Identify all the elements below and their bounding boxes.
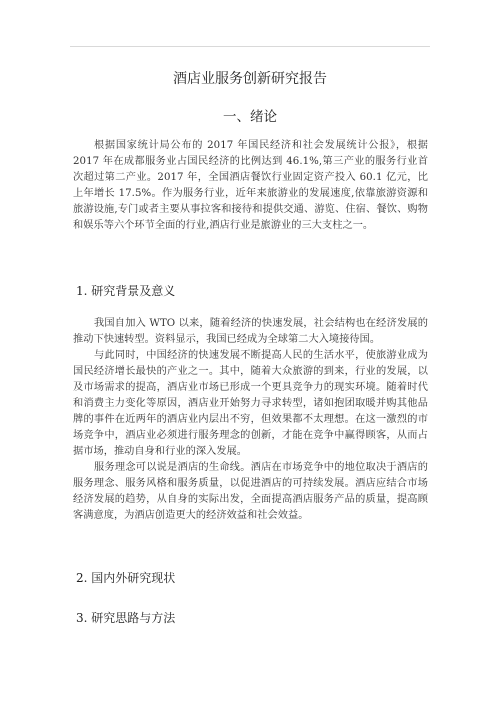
section-heading-methods: 3. 研究思路与方法 (76, 611, 176, 625)
header-rule (70, 46, 430, 47)
section1-block (73, 316, 428, 524)
section1-paragraph: 服务理念可以说是酒店的生命线。酒店在市场竞争中的地位取决于酒店的服务理念、服务风格和服务质量，以促进酒店的可持续发展。酒店应结合市场经济发展的趋势，从自身的实际出发，全面提高酒店服务产品的质量，提高顾客满意度，为酒店创造更大的经济效益和社会效益。 (73, 462, 428, 521)
chapter-heading: 一、绪论 (223, 109, 277, 125)
section1-paragraph: 与此同时，中国经济的快速发展不断提高人民的生活水平，使旅游业成为国民经济增长最快的产业之一。其中，随着大众旅游的到来，行业的发展，以及市场需求的提高，酒店业市场已形成一个更具竞争力的现实环境。随着时代和消费主力变化等原因，酒店业开始努力寻求转型，诸如抱团取暖并购其他品牌的事件在近两年的酒店业内层出不穷，但效果都不太理想。在这一激烈的市场竞争中，酒店业必须进行服务理念的创新，才能在竞争中赢得顾客，从而占据市场，推动自身和行业的深入发展。 (73, 350, 428, 457)
document-title: 酒店业服务创新研究报告 (173, 71, 327, 87)
section-heading-background: 1. 研究背景及意义 (76, 284, 176, 298)
section1-paragraph: 我国自加入 WTO 以来，随着经济的快速发展，社会结构也在经济发展的推动下快速转型。资料显示，我国已经成为全球第二大入境接待国。 (73, 318, 428, 345)
section-heading-status: 2. 国内外研究现状 (76, 571, 176, 585)
intro-block (73, 138, 428, 234)
intro-paragraph: 根据国家统计局公布的 2017 年国民经济和社会发展统计公报》，根据 2017 年在成都服务业占国民经济的比例达到 46.1%,第三产业的服务行业首次超过第二产业。2017 年，全国酒店餐饮行业固定资产投入 60.1 亿元，比上年增长 17.5%。作为服务行业，近年来旅游业的发展速度,依靠旅游资源和旅游设施,专门或者主要从事拉客和接待和提供交通、游览、住宿、餐饮、购物和娱乐等六个环节全面的行业,酒店行业是旅游业的三大支柱之一。 (73, 140, 428, 231)
